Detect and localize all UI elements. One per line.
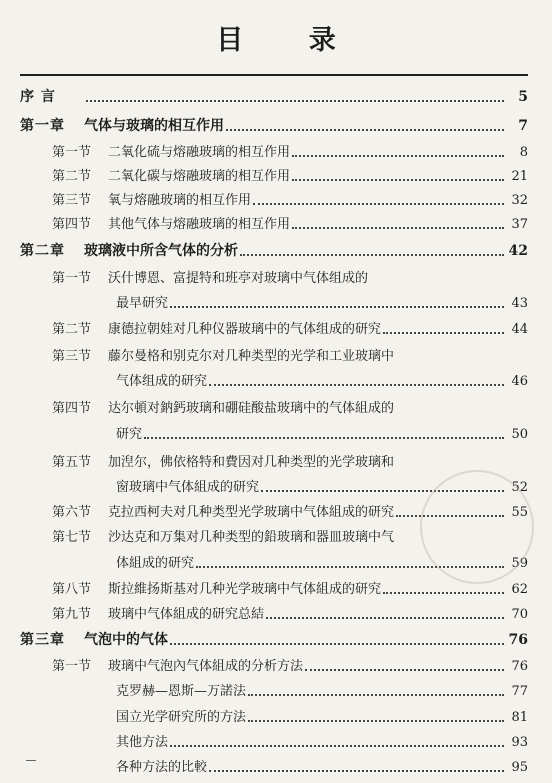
toc-entry-subsection: [20, 756, 528, 780]
toc-entry-chapter-1: [20, 115, 528, 139]
leader-dots: [209, 384, 504, 386]
toc-entry-section: [20, 213, 528, 237]
entry-title: 加湼尔，佛依格特和費因对几种类型的光学玻璃和: [108, 455, 395, 470]
entry-page: 70: [511, 607, 528, 622]
entry-title-continued: 最早研究: [116, 296, 169, 311]
entry-page: 44: [511, 322, 528, 337]
entry-page: 46: [511, 374, 528, 389]
entry-number: 第三章: [20, 632, 65, 648]
entry-page: 93: [511, 735, 528, 750]
entry-number: 第九节: [52, 607, 92, 622]
leader-dots: [170, 643, 504, 645]
entry-number: 第二节: [52, 322, 92, 337]
leader-dots: [266, 617, 504, 619]
leader-dots: [292, 179, 504, 181]
entry-title: 其他气体与熔融玻璃的相互作用: [108, 217, 291, 232]
entry-title: 达尔頓对鈉鈣玻璃和硼硅酸盐玻璃中的气体組成的: [108, 401, 395, 416]
entry-title-continued: 体組成的研究: [116, 556, 195, 571]
faint-stamp: [420, 470, 534, 584]
title-rule: [20, 74, 528, 76]
entry-number: 第一节: [52, 659, 92, 674]
entry-title: 玻璃中气泡內气体組成的分析方法: [108, 659, 304, 674]
leader-dots: [170, 306, 504, 308]
leader-dots: [86, 100, 504, 102]
entry-title: 藤尔曼格和别克尔对几种类型的光学和工业玻璃中: [108, 349, 395, 364]
entry-title: 斯拉維扬斯基对几种光学玻璃中气体組成的研究: [108, 582, 382, 597]
entry-page: 7: [518, 118, 528, 134]
entry-title: 气泡中的气体: [84, 632, 168, 648]
entry-title: 其他方法: [116, 735, 169, 750]
leader-dots: [226, 129, 504, 131]
entry-page: 81: [511, 710, 528, 725]
entry-page: 37: [511, 217, 528, 232]
entry-number: 第五节: [52, 455, 92, 470]
entry-title: 各种方法的比較: [116, 760, 208, 775]
leader-dots: [253, 203, 504, 205]
entry-title-continued: 研究: [116, 427, 143, 442]
entry-page: 32: [511, 193, 528, 208]
toc-entry-section: [20, 267, 528, 291]
toc-entry-subsection: [20, 731, 528, 755]
leader-dots: [305, 669, 504, 671]
leader-dots: [383, 332, 504, 334]
entry-page: 43: [511, 296, 528, 311]
entry-page: 76: [508, 632, 528, 648]
entry-title: 二氧化硫与熔融玻璃的相互作用: [108, 145, 291, 160]
entry-number: 第一节: [52, 271, 92, 286]
leader-dots: [240, 254, 504, 256]
margin-mark: [26, 760, 36, 761]
toc-entry-section: [20, 345, 528, 369]
entry-title: 玻璃中气体組成的研究总結: [108, 607, 265, 622]
entry-page: 62: [511, 582, 528, 597]
toc-entry-chapter-2: [20, 240, 528, 264]
leader-dots: [248, 694, 504, 696]
toc-entry-preface: [20, 86, 528, 110]
toc-entry-section: [20, 165, 528, 189]
entry-title: 克拉西柯夫对几种类型光学玻璃中气体組成的研究: [108, 505, 395, 520]
entry-number: 第二节: [52, 169, 92, 184]
entry-title-continued: 气体组成的研究: [116, 374, 208, 389]
entry-title: 氧与熔融玻璃的相互作用: [108, 193, 252, 208]
entry-number: 第七节: [52, 530, 92, 545]
entry-title: 二氧化碳与熔融玻璃的相互作用: [108, 169, 291, 184]
entry-title-continued: 窗玻璃中气体組成的研究: [116, 480, 260, 495]
entry-number: 第三节: [52, 193, 92, 208]
toc-entry-section: [20, 451, 528, 475]
toc-entry-section: [20, 397, 528, 421]
entry-title: 气体与玻璃的相互作用: [84, 118, 224, 134]
toc-entry-continuation: [20, 292, 528, 316]
toc-entry-section: [20, 189, 528, 213]
entry-page: 55: [511, 505, 528, 520]
leader-dots: [209, 770, 504, 772]
entry-page: 8: [519, 145, 528, 160]
leader-dots: [144, 437, 504, 439]
entry-page: 95: [511, 760, 528, 775]
leader-dots: [292, 227, 504, 229]
entry-page: 5: [518, 89, 528, 105]
entry-page: 21: [511, 169, 528, 184]
entry-title: 康德拉朝娃对几种仪器玻璃中的气体组成的研究: [108, 322, 382, 337]
entry-page: 42: [508, 243, 528, 259]
entry-number: 第八节: [52, 582, 92, 597]
entry-title: 国立光学研究所的方法: [116, 710, 247, 725]
entry-page: 77: [511, 684, 528, 699]
toc-entry-subsection: [20, 680, 528, 704]
toc-entry-chapter-3: [20, 629, 528, 653]
entry-page: 50: [511, 427, 528, 442]
toc-entry-section: [20, 318, 528, 342]
page-title: 目 录: [216, 25, 364, 56]
leader-dots: [170, 745, 504, 747]
entry-title: 玻璃液中所含气体的分析: [84, 243, 238, 259]
entry-page: 76: [511, 659, 528, 674]
entry-title: 沙达克和万集对几种类型的鉛玻璃和器皿玻璃中气: [108, 530, 395, 545]
leader-dots: [248, 720, 504, 722]
entry-number: 第一节: [52, 145, 92, 160]
toc-entry-continuation: [20, 370, 528, 394]
entry-number: 第一章: [20, 118, 65, 134]
entry-title: 克罗赫—恩斯—万諾法: [116, 684, 247, 699]
entry-number: 第四节: [52, 217, 92, 232]
toc-entry-continuation: [20, 423, 528, 447]
entry-title: 沃什博恩、富提特和班亭对玻璃中气体组成的: [108, 271, 369, 286]
toc-entry-section: [20, 603, 528, 627]
toc-entry-subsection: [20, 706, 528, 730]
toc-entry-section: [20, 655, 528, 679]
toc-entry-section: [20, 578, 528, 602]
leader-dots: [292, 155, 504, 157]
entry-number: 第三节: [52, 349, 92, 364]
entry-number: 第四节: [52, 401, 92, 416]
leader-dots: [383, 592, 504, 594]
toc-entry-section: [20, 141, 528, 165]
entry-page: 59: [511, 556, 528, 571]
entry-number: 序 言: [20, 89, 56, 105]
entry-number: 第二章: [20, 243, 65, 259]
entry-page: 52: [511, 480, 528, 495]
entry-number: 第六节: [52, 505, 92, 520]
